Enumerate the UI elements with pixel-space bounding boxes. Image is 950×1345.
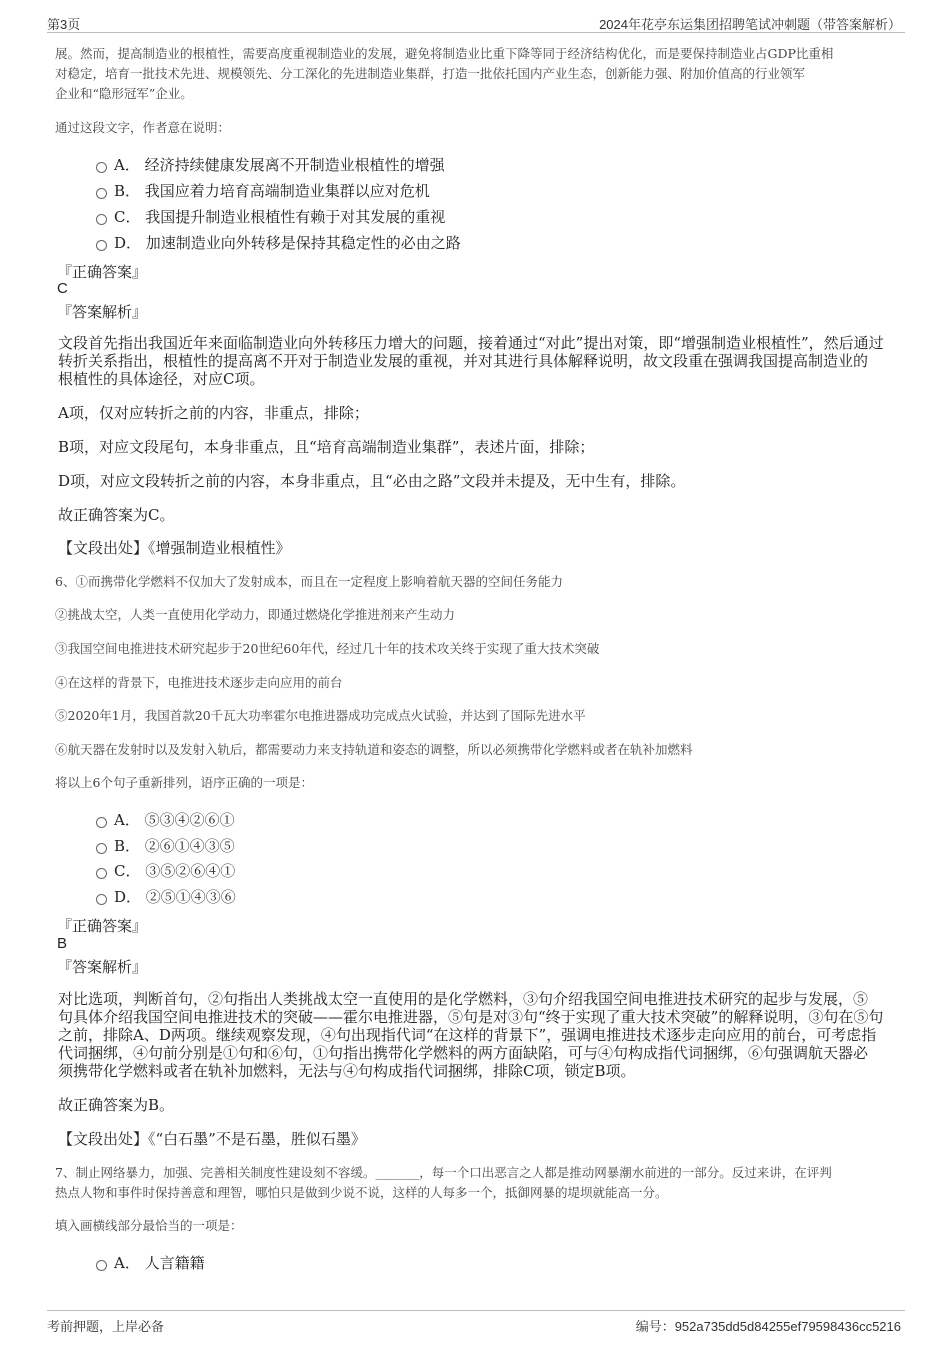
question-stem-line: 7、制止网络暴力，加强、完善相关制度性建设刻不容缓。_______，每一个口出恶言之人都是推动网暴潮水前进的一部分。反过来讲，在评判	[55, 1165, 832, 1180]
radio-button[interactable]	[96, 1260, 107, 1271]
analysis-line: 转折关系指出，根植性的提高离不开对于制造业发展的重视，并对其进行具体解释说明，故文段重在强调我国提高制造业的	[58, 352, 869, 370]
document-id: 编号：952a735dd5d84255ef79598436cc5216	[635, 1319, 901, 1334]
page-footer	[47, 1310, 905, 1337]
answer-value: C	[57, 280, 68, 297]
question-prompt: 通过这段文字，作者意在说明：	[55, 120, 231, 135]
option-note: B项，对应文段尾句，本身非重点，且“培育高端制造业集群”，表述片面，排除；	[58, 438, 595, 456]
radio-button[interactable]	[96, 162, 107, 173]
radio-button[interactable]	[96, 843, 107, 854]
source-citation: 【文段出处】《“白石墨”不是石墨，胜似石墨》	[58, 1130, 366, 1148]
sentence-line: ④在这样的背景下，电推进技术逐步走向应用的前台	[55, 675, 343, 690]
radio-button[interactable]	[96, 868, 107, 879]
analysis-label: 『答案解析』	[57, 303, 148, 321]
page-number: 第3页	[47, 17, 81, 32]
source-citation: 【文段出处】《增强制造业根植性》	[58, 539, 291, 557]
sentence-line: ⑥航天器在发射时以及发射入轨后，都需要动力来支持轨道和姿态的调整，所以必须携带化学燃料或者在轨补加燃料	[55, 742, 693, 757]
radio-button[interactable]	[96, 214, 107, 225]
analysis-line: 文段首先指出我国近年来面临制造业向外转移压力增大的问题，接着通过“对此”提出对策，即“增强制造业根植性”，然后通过	[58, 334, 884, 352]
passage-line: 企业和“隐形冠军”企业。	[55, 86, 193, 101]
radio-button[interactable]	[96, 188, 107, 199]
question-stem-line: 热点人物和事件时保持善意和理智，哪怕只是做到少说不说，这样的人每多一个，抵御网暴的堤坝就能高一分。	[55, 1185, 668, 1200]
answer-label: 『正确答案』	[57, 263, 148, 281]
option-note: A项，仅对应转折之前的内容，非重点，排除；	[58, 404, 369, 422]
analysis-line: 对比选项，判断首句，②句指出人类挑战太空一直使用的是化学燃料，③句介绍我国空间电推进技术研究的起步与发展，⑤	[58, 990, 869, 1008]
question-prompt: 填入画横线部分最恰当的一项是：	[55, 1218, 243, 1233]
analysis-line: 句具体介绍我国空间电推进技术的突破——霍尔电推进器，⑤句是对③句“终于实现了重大技术突破”的解释说明，③句在⑤句	[58, 1008, 884, 1026]
analysis-label: 『答案解析』	[57, 958, 148, 976]
passage-line: 展。然而，提高制造业的根植性，需要高度重视制造业的发展，避免将制造业比重下降等同于经济结构优化，而是要保持制造业占GDP比重相	[55, 46, 834, 61]
page-header	[47, 12, 905, 33]
sentence-line: 6、①而携带化学燃料不仅加大了发射成本，而且在一定程度上影响着航天器的空间任务能力	[55, 574, 563, 589]
analysis-line: 代词捆绑，④句前分别是①句和⑥句，①句指出携带化学燃料的两方面缺陷，可与④句构成指代词捆绑，⑥句强调航天器必	[58, 1044, 869, 1062]
radio-button[interactable]	[96, 894, 107, 905]
answer-label: 『正确答案』	[57, 917, 148, 935]
footer-slogan: 考前押题，上岸必备	[47, 1319, 165, 1334]
conclusion: 故正确答案为B。	[58, 1096, 175, 1114]
option-note: D项，对应文段转折之前的内容，本身非重点，且“必由之路”文段并未提及，无中生有，排除。	[58, 472, 686, 490]
analysis-line: 之前，排除A、D两项。继续观察发现，④句出现指代词“在这样的背景下”，强调电推进技术逐步走向应用的前台，可考虑指	[58, 1026, 877, 1044]
sentence-line: ⑤2020年1月，我国首款20千瓦大功率霍尔电推进器成功完成点火试验，并达到了国际先进水平	[55, 708, 586, 723]
analysis-line: 根植性的具体途径，对应C项。	[58, 370, 265, 388]
sentence-line: ③我国空间电推进技术研究起步于20世纪60年代，经过几十年的技术攻关终于实现了重大技术突破	[55, 641, 600, 656]
document-title: 2024年花亭东运集团招聘笔试冲刺题（带答案解析）	[599, 17, 901, 32]
analysis-line: 须携带化学燃料或者在轨补加燃料，无法与④句构成指代词捆绑，排除C项，锁定B项。	[58, 1062, 636, 1080]
answer-value: B	[57, 935, 68, 952]
sentence-line: ②挑战太空，人类一直使用化学动力，即通过燃烧化学推进剂来产生动力	[55, 607, 456, 622]
question-prompt: 将以上6个句子重新排列，语序正确的一项是：	[55, 775, 313, 790]
radio-button[interactable]	[96, 240, 107, 251]
radio-button[interactable]	[96, 817, 107, 828]
passage-line: 对稳定，培育一批技术先进、规模领先、分工深化的先进制造业集群，打造一批依托国内产业生态，创新能力强、附加价值高的行业领军	[55, 66, 806, 81]
conclusion: 故正确答案为C。	[58, 506, 175, 524]
